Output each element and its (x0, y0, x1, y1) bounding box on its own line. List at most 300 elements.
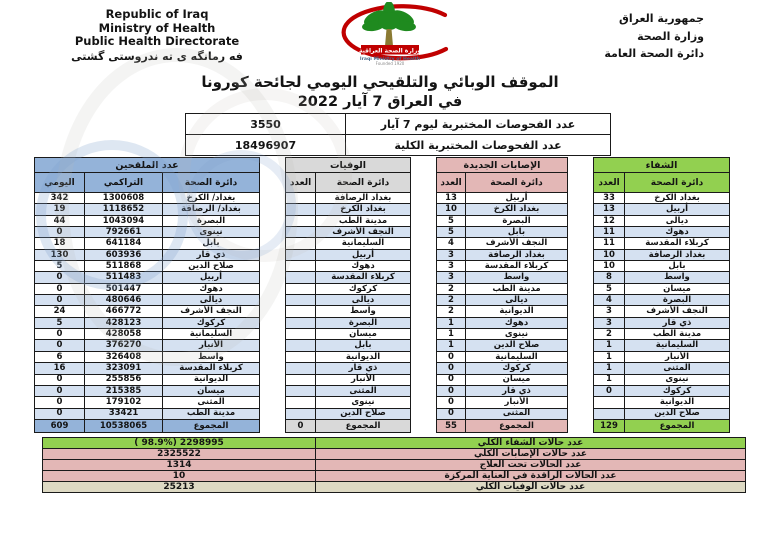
total-cell: 129 (594, 419, 625, 432)
cell: 1043094 (85, 215, 163, 226)
cell (286, 193, 316, 204)
cell: بغداد الكرخ (316, 204, 411, 215)
table-row (286, 295, 411, 306)
cell: كربلاء المقدسة (316, 272, 411, 283)
table-row (35, 283, 260, 294)
header-arabic-line: جمهورية العراق (619, 12, 704, 25)
table-row (35, 272, 260, 283)
cell: 1300608 (85, 193, 163, 204)
table-row (286, 249, 411, 260)
summary-value: ( 98.9%) 2298995 (43, 438, 316, 449)
logo-subtext-english: Iraqi Ministry of Health (359, 57, 421, 62)
table-row (594, 374, 730, 385)
table-title-row (437, 158, 568, 173)
cell (286, 397, 316, 408)
cell: 0 (35, 374, 85, 385)
cell: الأنبار (163, 340, 260, 351)
table-title: الشفاء (594, 158, 730, 173)
table-title: الوفيات (286, 158, 411, 173)
cell: ذي قار (466, 385, 568, 396)
table-row (35, 329, 260, 340)
header-english-line: Public Health Directorate (74, 34, 240, 48)
table-row (35, 193, 260, 204)
cell: الديوانية (466, 306, 568, 317)
table-row (437, 374, 568, 385)
cell: ميسان (163, 385, 260, 396)
table-row (286, 397, 411, 408)
cell: ديالى (466, 295, 568, 306)
cell: ديالى (163, 295, 260, 306)
cell: ديالى (316, 295, 411, 306)
table-title-row (286, 158, 411, 173)
cell: 2 (594, 329, 625, 340)
table-title: الإصابات الجديدة (437, 158, 568, 173)
summary-row (43, 460, 746, 471)
total-cell: المجموع (316, 419, 411, 432)
cell: 4 (437, 238, 466, 249)
summary-label: عدد حالات الوفيات الكلي (316, 482, 746, 493)
cell (286, 340, 316, 351)
table-row (35, 351, 260, 362)
cell: 5 (437, 215, 466, 226)
cell: 326408 (85, 351, 163, 362)
total-cell: 609 (35, 419, 85, 432)
cell: كركوك (163, 317, 260, 328)
table-row (286, 283, 411, 294)
cell: ميسان (316, 329, 411, 340)
summary-label: عدد الحالات تحت العلاج (316, 460, 746, 471)
summary-label: عدد الحالات الراقدة في العناية المركزة (316, 471, 746, 482)
cell: بغداد/ الرصافة (163, 204, 260, 215)
cell: البصرة (316, 317, 411, 328)
cell: 10 (437, 204, 466, 215)
table-row (35, 261, 260, 272)
cell: 3 (594, 317, 625, 328)
cell: صلاح الدين (163, 261, 260, 272)
cell: 1 (594, 340, 625, 351)
cell: 0 (437, 408, 466, 419)
cell: كربلاء المقدسة (466, 261, 568, 272)
cell: 342 (35, 193, 85, 204)
cell: أربيل (625, 204, 730, 215)
table-row (437, 272, 568, 283)
header-english-line: Republic of Iraq (105, 7, 209, 21)
header-arabic-block (524, 10, 704, 63)
cell (286, 374, 316, 385)
table-row (286, 306, 411, 317)
cell: 3 (437, 261, 466, 272)
column-header: العدد (594, 173, 625, 193)
table-vaccinated (34, 157, 260, 433)
cell: 792661 (85, 227, 163, 238)
cell: 1118652 (85, 204, 163, 215)
cell: 428123 (85, 317, 163, 328)
cell: 6 (35, 351, 85, 362)
cell: 0 (35, 408, 85, 419)
cell: 466772 (85, 306, 163, 317)
header-arabic-line: دائرة الصحة العامة (604, 47, 704, 60)
summary-label: عدد حالات الإصابات الكلي (316, 449, 746, 460)
cell: مدينة الطب (625, 329, 730, 340)
cell: 0 (35, 397, 85, 408)
cell: 179102 (85, 397, 163, 408)
cell: السليمانية (466, 351, 568, 362)
cell: أربيل (316, 249, 411, 260)
tests-value: 3550 (186, 114, 346, 135)
column-header: العدد (437, 173, 466, 193)
tests-row (186, 135, 611, 156)
table-row (286, 193, 411, 204)
cell: كركوك (466, 363, 568, 374)
cell: 215385 (85, 385, 163, 396)
cell: 1 (437, 340, 466, 351)
cell: بابل (625, 261, 730, 272)
summary-value: 1314 (43, 460, 316, 471)
table-deaths (285, 157, 411, 433)
cell: 5 (594, 283, 625, 294)
cell: الديوانية (316, 351, 411, 362)
total-cell: 55 (437, 419, 466, 432)
cell: مدينة الطب (163, 408, 260, 419)
table-row (437, 363, 568, 374)
cell: دهوك (163, 283, 260, 294)
table-row (437, 329, 568, 340)
cell (286, 329, 316, 340)
cell: البصرة (625, 295, 730, 306)
table-row (286, 204, 411, 215)
table-row (594, 283, 730, 294)
table-recovery (593, 157, 730, 433)
table-row (286, 340, 411, 351)
table-row (437, 397, 568, 408)
cell (286, 363, 316, 374)
cell: 5 (35, 261, 85, 272)
table-row (594, 215, 730, 226)
table-row (286, 408, 411, 419)
cell: كركوك (625, 385, 730, 396)
cell: الديوانية (163, 374, 260, 385)
tests-row (186, 114, 611, 135)
cell: 44 (35, 215, 85, 226)
cell (594, 408, 625, 419)
cell: بغداد الرصافة (316, 193, 411, 204)
cell (286, 227, 316, 238)
cell: 4 (594, 295, 625, 306)
cell (286, 351, 316, 362)
cell: أربيل (466, 193, 568, 204)
logo-founded-text: Founded 1920 (375, 61, 405, 66)
summary-row (43, 482, 746, 493)
table-row (437, 193, 568, 204)
cell: 19 (35, 204, 85, 215)
cell: 0 (594, 385, 625, 396)
cell: بابل (163, 238, 260, 249)
cell: بغداد الرصافة (466, 249, 568, 260)
table-row (437, 295, 568, 306)
cell (286, 249, 316, 260)
total-row (286, 419, 411, 432)
cell: 428058 (85, 329, 163, 340)
cell (286, 238, 316, 249)
cell: كركوك (316, 283, 411, 294)
cell: 0 (35, 295, 85, 306)
cell: 1 (437, 317, 466, 328)
table-row (437, 351, 568, 362)
cell: الأنبار (466, 397, 568, 408)
column-header: دائرة الصحة (625, 173, 730, 193)
cell: النجف الأشرف (316, 227, 411, 238)
tests-label: عدد الفحوصات المختبرية ليوم 7 آيار (346, 114, 611, 135)
cell: السليمانية (163, 329, 260, 340)
cell: 1 (594, 363, 625, 374)
table-row (437, 340, 568, 351)
header-english-block (38, 8, 276, 63)
cell: أربيل (163, 272, 260, 283)
cell: المثنى (625, 363, 730, 374)
cell: 1 (594, 351, 625, 362)
cell: 2 (437, 295, 466, 306)
cell: السليمانية (625, 340, 730, 351)
table-row (35, 397, 260, 408)
cell: النجف الأشرف (163, 306, 260, 317)
table-row (594, 227, 730, 238)
table-row (594, 295, 730, 306)
total-cell: المجموع (466, 419, 568, 432)
table-row (594, 272, 730, 283)
cell: بابل (466, 227, 568, 238)
total-row (437, 419, 568, 432)
cell: بغداد/ الكرخ (163, 193, 260, 204)
cell: 0 (35, 329, 85, 340)
table-row (286, 363, 411, 374)
cell: 0 (35, 340, 85, 351)
cell: بابل (316, 340, 411, 351)
table-row (286, 272, 411, 283)
column-header-row (35, 173, 260, 193)
cell: 511483 (85, 272, 163, 283)
cell: نينوى (625, 374, 730, 385)
cell: صلاح الدين (466, 340, 568, 351)
table-row (594, 306, 730, 317)
header-english-line: Ministry of Health (98, 20, 216, 35)
cell (286, 215, 316, 226)
cell: المثنى (163, 397, 260, 408)
cell: 2 (437, 283, 466, 294)
table-row (35, 374, 260, 385)
table-row (594, 351, 730, 362)
document-title (0, 72, 760, 112)
column-header: دائرة الصحة (163, 173, 260, 193)
cell: 0 (437, 374, 466, 385)
cell: البصرة (163, 215, 260, 226)
cell: المثنى (316, 385, 411, 396)
cell: 24 (35, 306, 85, 317)
cell: واسط (316, 306, 411, 317)
column-header: اليومي (35, 173, 85, 193)
cell (286, 408, 316, 419)
cell: واسط (625, 272, 730, 283)
cell: 16 (35, 363, 85, 374)
cell (286, 283, 316, 294)
title-line-2: في العراق 7 آيار 2022 (297, 94, 463, 110)
table-row (286, 329, 411, 340)
title-line-1: الموقف الوبائي والتلقيحي اليومي لجائحة كورونا (201, 73, 559, 91)
table-row (35, 340, 260, 351)
column-header: التراكمي (85, 173, 163, 193)
cell: 323091 (85, 363, 163, 374)
summary-value: 10 (43, 471, 316, 482)
tests-label: عدد الفحوصات المختبرية الكلية (346, 135, 611, 156)
cell: الأنبار (316, 374, 411, 385)
cell: واسط (163, 351, 260, 362)
cell: 11 (594, 238, 625, 249)
cell: 0 (437, 351, 466, 362)
cell: نينوى (163, 227, 260, 238)
cell: 0 (437, 363, 466, 374)
cell: 1 (437, 329, 466, 340)
table-row (286, 351, 411, 362)
cell (286, 385, 316, 396)
header-arabic-line: وزارة الصحة (637, 29, 704, 43)
table-row (437, 283, 568, 294)
cell: واسط (466, 272, 568, 283)
table-row (594, 363, 730, 374)
column-header: العدد (286, 173, 316, 193)
cell: 5 (35, 317, 85, 328)
cell: ميسان (466, 374, 568, 385)
cell: 376270 (85, 340, 163, 351)
table-row (437, 385, 568, 396)
summary-table (42, 437, 746, 493)
cell: النجف الأشرف (466, 238, 568, 249)
cell: 10 (594, 261, 625, 272)
cell: 3 (437, 249, 466, 260)
cell: 11 (594, 227, 625, 238)
table-row (35, 227, 260, 238)
cell: 0 (35, 227, 85, 238)
cell: بغداد الرصافة (625, 249, 730, 260)
table-row (594, 238, 730, 249)
table-title-row (35, 158, 260, 173)
cell: ذي قار (316, 363, 411, 374)
table-row (286, 385, 411, 396)
cell: ذي قار (163, 249, 260, 260)
ministry-of-health-logo (324, 2, 458, 66)
table-row (286, 215, 411, 226)
palm-trunk (385, 29, 393, 46)
table-row (35, 249, 260, 260)
cell: 1 (594, 374, 625, 385)
cell: بغداد الكرخ (625, 193, 730, 204)
cell: ميسان (625, 283, 730, 294)
cell: كربلاء المقدسة (625, 238, 730, 249)
cell: دهوك (316, 261, 411, 272)
cell: 12 (594, 215, 625, 226)
cell: 511868 (85, 261, 163, 272)
table-row (35, 317, 260, 328)
table-row (35, 408, 260, 419)
cell: 2 (437, 306, 466, 317)
cell: ذي قار (625, 317, 730, 328)
cell: 18 (35, 238, 85, 249)
cell: نينوى (466, 329, 568, 340)
table-row (594, 249, 730, 260)
cell: 33 (594, 193, 625, 204)
cell: نينوى (316, 397, 411, 408)
cell (286, 295, 316, 306)
table-row (286, 374, 411, 385)
header-kurdish-line: فه رمانگه ی ته ندروستی گشتی (71, 49, 243, 63)
cell: الديوانية (625, 397, 730, 408)
cell: 130 (35, 249, 85, 260)
cell (594, 397, 625, 408)
total-row (35, 419, 260, 432)
total-row (594, 419, 730, 432)
table-new-infections (436, 157, 568, 433)
total-cell: المجموع (163, 419, 260, 432)
cell: 255856 (85, 374, 163, 385)
summary-row (43, 449, 746, 460)
table-row (594, 329, 730, 340)
cell: 8 (594, 272, 625, 283)
cell: 641184 (85, 238, 163, 249)
cell: كربلاء المقدسة (163, 363, 260, 374)
total-cell: المجموع (625, 419, 730, 432)
summary-value: 25213 (43, 482, 316, 493)
table-row (286, 227, 411, 238)
cell: صلاح الدين (625, 408, 730, 419)
lab-tests-table (185, 113, 611, 156)
summary-value: 2325522 (43, 449, 316, 460)
cell (286, 261, 316, 272)
table-row (35, 238, 260, 249)
cell: 0 (35, 272, 85, 283)
summary-label: عدد حالات الشفاء الكلي (316, 438, 746, 449)
cell: 0 (437, 397, 466, 408)
total-cell: 0 (286, 419, 316, 432)
cell: مدينة الطب (316, 215, 411, 226)
cell: ديالى (625, 215, 730, 226)
table-row (594, 408, 730, 419)
table-row (35, 385, 260, 396)
cell: 33421 (85, 408, 163, 419)
cell: 0 (35, 385, 85, 396)
table-row (594, 385, 730, 396)
table-title: عدد الملقحين (35, 158, 260, 173)
table-row (35, 204, 260, 215)
table-row (286, 317, 411, 328)
table-row (286, 261, 411, 272)
cell: 0 (437, 385, 466, 396)
table-row (437, 215, 568, 226)
logo-banner-text: وزارة الصحة العراقية (358, 47, 422, 55)
cell (286, 317, 316, 328)
cell: البصرة (466, 215, 568, 226)
cell: صلاح الدين (316, 408, 411, 419)
cell: 3 (437, 272, 466, 283)
total-cell: 10538065 (85, 419, 163, 432)
table-row (35, 215, 260, 226)
cell: 501447 (85, 283, 163, 294)
table-row (594, 317, 730, 328)
cell: المثنى (466, 408, 568, 419)
cell: 5 (437, 227, 466, 238)
table-row (437, 306, 568, 317)
table-row (286, 238, 411, 249)
cell (286, 306, 316, 317)
column-header: دائرة الصحة (316, 173, 411, 193)
table-row (594, 261, 730, 272)
